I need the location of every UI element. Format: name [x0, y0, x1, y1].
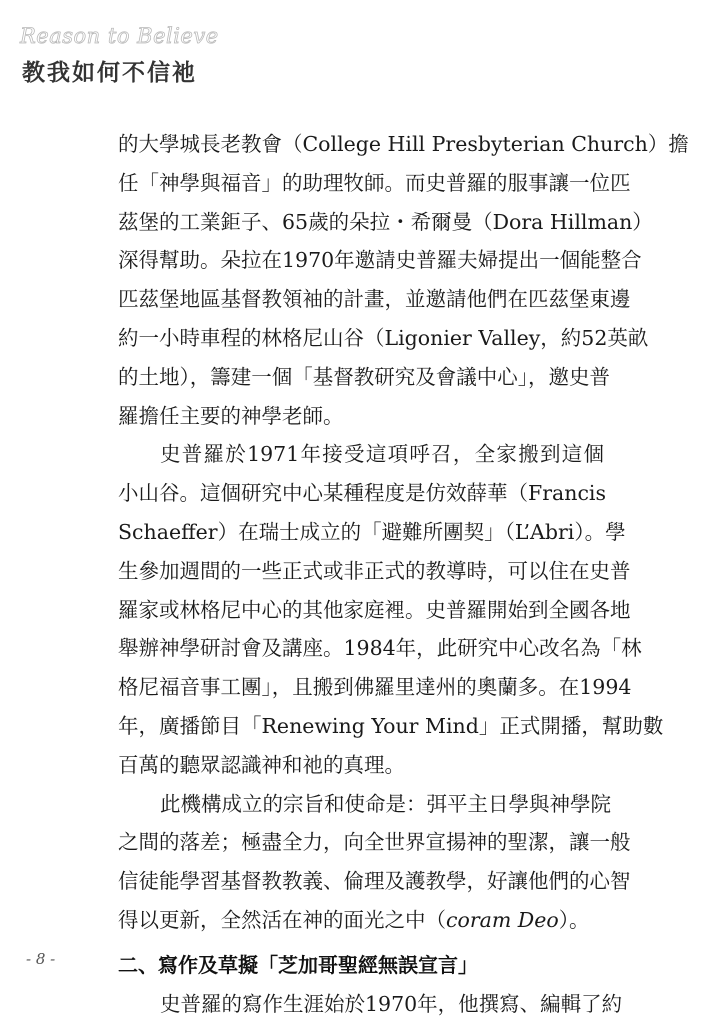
paragraph-first-line: 史普羅的寫作生涯始於1970年，他撰寫、編輯了約 — [160, 991, 623, 1016]
text-line: 的土地），籌建一個「基督教研究及會議中心」，邀史普 — [118, 364, 610, 389]
text-line-with-italic — [118, 901, 604, 940]
section-heading: 二、寫作及草擬「芝加哥聖經無誤宣言」 — [118, 952, 478, 977]
text-line: 匹茲堡地區基督教領袖的計畫，並邀請他們在匹茲堡東邊 — [118, 287, 631, 312]
paragraph-first-line: 此機構成立的宗旨和使命是：弭平主日學與神學院 — [160, 791, 611, 816]
text-line: 約一小時車程的林格尼山谷（Ligonier Valley，約52英畝 — [118, 325, 649, 350]
text-line: 茲堡的工業鉅子、65歲的朵拉・希爾曼（Dora Hillman） — [118, 209, 653, 234]
paragraph-first-line: 史普羅於1971年接受這項呼召，全家搬到這個 — [160, 442, 604, 467]
text-line: 羅家或林格尼中心的其他家庭裡。史普羅開始到全國各地 — [118, 597, 631, 622]
text-segment: ）。 — [558, 907, 590, 932]
text-line: 羅擔任主要的神學老師。 — [118, 403, 344, 428]
text-line: 深得幫助。朵拉在1970年邀請史普羅夫婦提出一個能整合 — [118, 248, 642, 273]
text-line: 之間的落差；極盡全力，向全世界宣揚神的聖潔，讓一般 — [118, 830, 631, 855]
running-header-title: 教我如何不信祂 — [22, 60, 197, 86]
text-line: 的大學城長老教會（College Hill Presbyterian Church）擔 — [118, 132, 689, 156]
text-line: 舉辦神學研討會及講座。1984年，此研究中心改名為「林 — [118, 636, 642, 661]
text-segment: 得以更新，全然活在神的面光之中（ — [118, 907, 446, 932]
running-header-script: Reason to Believe — [20, 24, 219, 48]
page-number: - 8 - — [26, 950, 56, 968]
text-line: 任「神學與福音」的助理牧師。而史普羅的服事讓一位匹 — [118, 170, 631, 195]
text-line: 信徒能學習基督教教義、倫理及護教學，好讓他們的心智 — [118, 869, 631, 894]
text-line: 小山谷。這個研究中心某種程度是仿效薛華（Francis — [118, 481, 607, 506]
italic-latin-phrase: coram Deo — [446, 907, 559, 932]
text-line: 生參加週間的一些正式或非正式的教導時，可以住在史普 — [118, 558, 631, 583]
body-text — [118, 125, 689, 1023]
text-line: 格尼福音事工團」，且搬到佛羅里達州的奧蘭多。在1994 — [118, 675, 632, 700]
text-line: Schaeffer）在瑞士成立的「避難所團契」（L’Abri）。學 — [118, 519, 626, 544]
text-line: 年，廣播節目「Renewing Your Mind」正式開播，幫助數 — [118, 713, 664, 738]
text-line: 百萬的聽眾認識神和祂的真理。 — [118, 752, 405, 777]
